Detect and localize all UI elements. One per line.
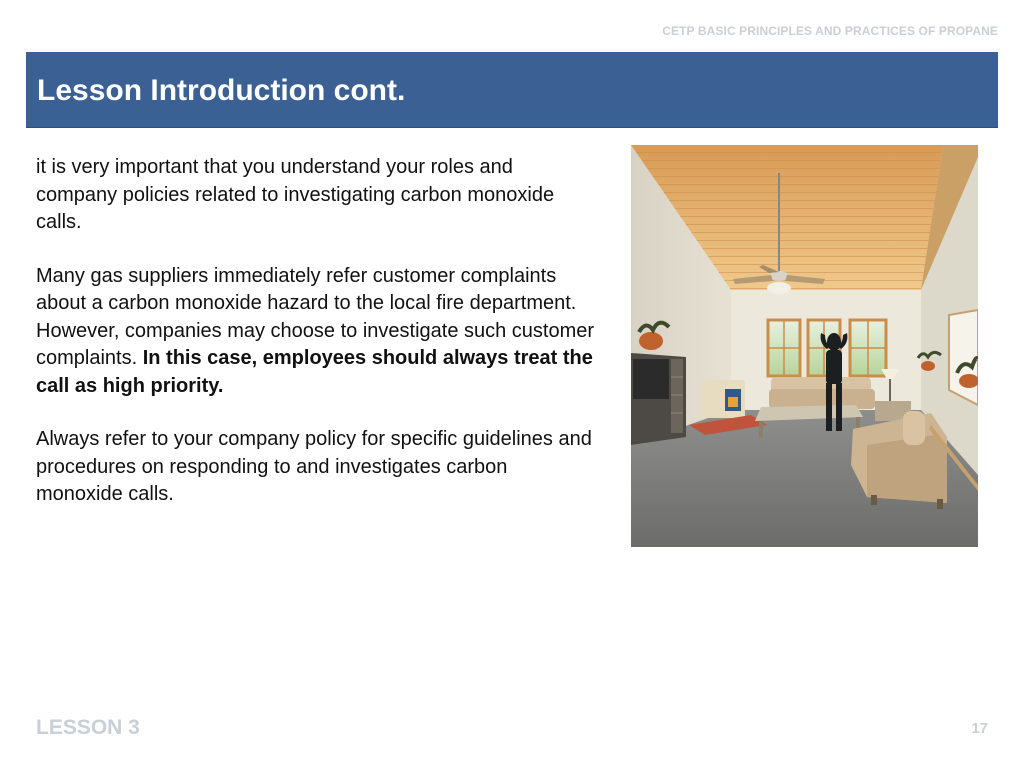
course-title: CETP BASIC PRINCIPLES AND PRACTICES OF PROPANE [662, 24, 998, 38]
title-bar [26, 52, 998, 128]
page-number: 17 [971, 720, 988, 737]
paragraph-2-emphasis: In this case, employees should always treat the call as high priority. [36, 347, 593, 397]
slide-title: Lesson Introduction cont. [37, 74, 406, 107]
paragraph-2-text: Many gas suppliers immediately refer customer complaints about a carbon monoxide hazard to the local fire department. However, companies may choose to investigate such customer complaints. [36, 264, 595, 369]
paragraph-2 [36, 263, 596, 401]
paragraph-1: it is very important that you understand your roles and company policies related to investigating carbon monoxide calls. [36, 156, 555, 233]
footer-lesson-label: LESSON 3 [36, 716, 140, 739]
living-room-illustration [631, 145, 978, 547]
paragraph-3: Always refer to your company policy for specific guidelines and procedures on responding to and investigates carbon monoxide calls. [36, 428, 592, 505]
living-room-image [631, 145, 978, 547]
slide-body [36, 154, 596, 535]
